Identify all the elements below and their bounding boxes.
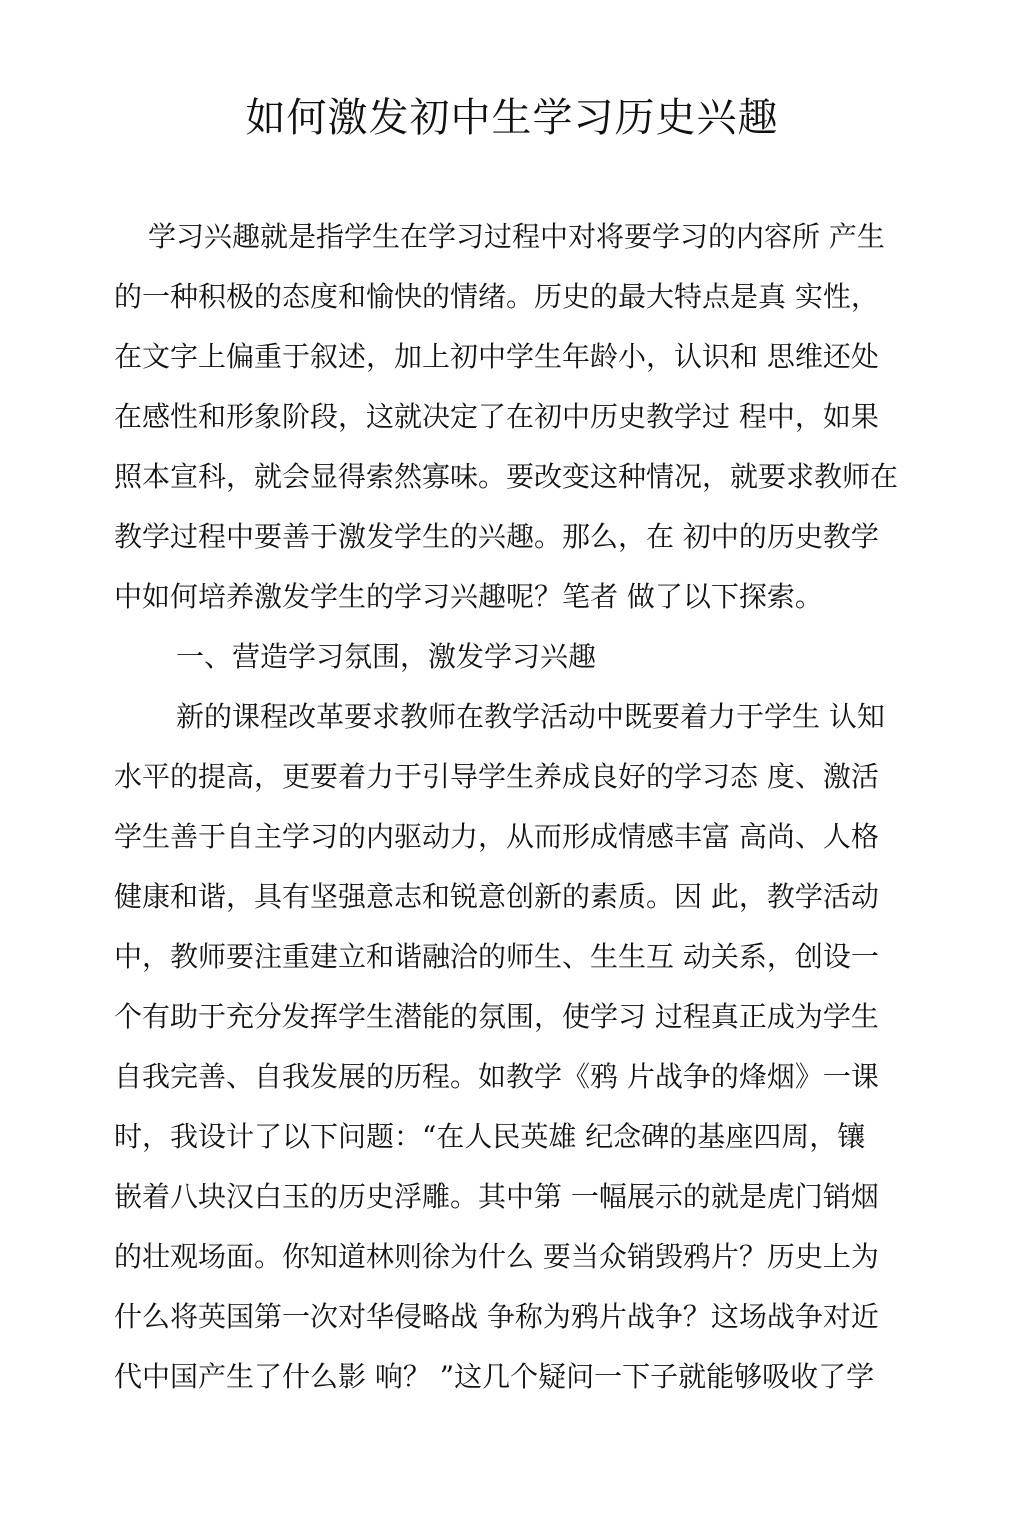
text-line: 教学过程中要善于激发学生的兴趣。那么，在 初中的历史教学	[114, 520, 879, 553]
text-line: 个有助于充分发挥学生潜能的氛围，使学习 过程真正成为学生	[114, 1000, 879, 1033]
text-line: 健康和谐，具有坚强意志和锐意创新的素质。因 此，教学活动	[114, 880, 879, 913]
text-line: 新的课程改革要求教师在教学活动中既要着力于学生 认知	[176, 700, 885, 733]
text-line: 代中国产生了什么影 响？ ”这几个疑问一下子就能够吸收了学	[114, 1360, 875, 1393]
text-line: 时，我设计了以下问题：“在人民英雄 纪念碑的基座四周，镶	[114, 1120, 866, 1153]
text-line: 照本宣科，就会显得索然寡味。要改变这种情况，就要求教师在	[114, 460, 899, 493]
document-title: 如何激发初中生学习历史兴趣	[245, 95, 779, 141]
text-line: 在感性和形象阶段，这就决定了在初中历史教学过 程中，如果	[114, 400, 879, 433]
text-line: 的一种积极的态度和愉快的情绪。历史的最大特点是真 实性，	[114, 280, 879, 313]
text-line: 的壮观场面。你知道林则徐为什么 要当众销毁鸦片？历史上为	[114, 1240, 879, 1273]
text-line: 自我完善、自我发展的历程。如教学《鸦 片战争的烽烟》一课	[114, 1060, 879, 1093]
text-line: 学生善于自主学习的内驱动力，从而形成情感丰富 高尚、人格	[114, 820, 879, 853]
text-line: 什么将英国第一次对华侵略战 争称为鸦片战争？这场战争对近	[114, 1300, 879, 1333]
text-line: 水平的提高，更要着力于引导学生养成良好的学习态 度、激活	[114, 760, 879, 793]
text-line: 在文字上偏重于叙述，加上初中学生年龄小，认识和 思维还处	[114, 340, 879, 373]
text-line: 嵌着八块汉白玉的历史浮雕。其中第 一幅展示的就是虎门销烟	[114, 1180, 879, 1213]
text-line: 中，教师要注重建立和谐融洽的师生、生生互 动关系，创设一	[114, 940, 879, 973]
section-heading: 一、营造学习氛围，激发学习兴趣	[176, 640, 597, 673]
text-line: 中如何培养激发学生的学习兴趣呢？笔者 做了以下探索。	[114, 580, 823, 613]
text-line: 学习兴趣就是指学生在学习过程中对将要学习的内容所 产生	[148, 220, 885, 253]
